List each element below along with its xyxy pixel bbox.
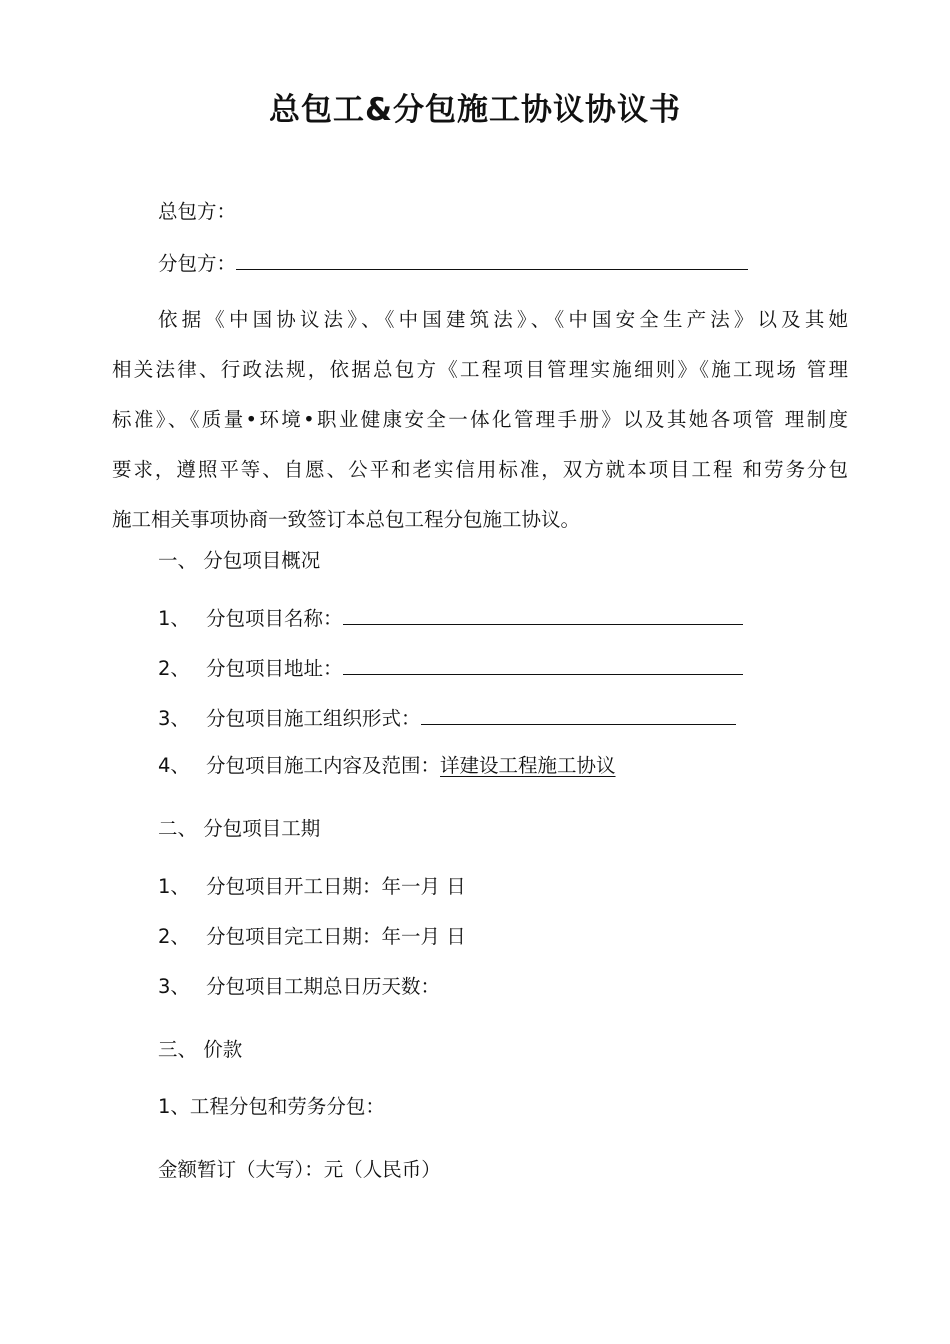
- subcontractor-label: 分包方：: [158, 252, 237, 275]
- item-label: 分包项目工期总日历天数：: [206, 975, 441, 998]
- item-label: 分包项目施工内容及范围：: [206, 754, 441, 777]
- item-label: 分包项目施工组织形式：: [206, 707, 421, 730]
- item-label: 分包项目开工日期：年一月 日: [206, 875, 466, 898]
- section1-item-name: [158, 602, 743, 634]
- project-address-blank[interactable]: [343, 652, 743, 675]
- item-number: 1、: [158, 607, 190, 630]
- intro-line: 相关法律、行政法规，依据总包方《工程项目管理实施细则》《施工现场 管理: [112, 358, 848, 381]
- general-contractor-label: 总包方：: [158, 200, 237, 223]
- intro-paragraph: [112, 295, 848, 545]
- item-number: 1、: [158, 875, 190, 898]
- intro-line: 标准》、《质量•环境•职业健康安全一体化管理手册》以及其她各项管 理制度: [112, 408, 848, 431]
- section3-amount: 金额暂订（大写）：元（人民币）: [158, 1158, 441, 1181]
- general-contractor-line: [158, 197, 236, 227]
- section1-item-scope: [158, 751, 616, 781]
- intro-line: 施工相关事项协商一致签订本总包工程分包施工协议。: [112, 508, 581, 531]
- item-label: 分包项目名称：: [206, 607, 343, 630]
- item-label: 分包项目完工日期：年一月 日: [206, 925, 466, 948]
- section3-heading: 三、 价款: [158, 1038, 243, 1061]
- subcontractor-blank[interactable]: [236, 247, 748, 270]
- section2-item-days: [158, 972, 440, 1002]
- intro-line: 要求，遵照平等、自愿、公平和老实信用标准，双方就本项目工程 和劳务分包: [112, 458, 848, 481]
- item-number: 2、: [158, 925, 190, 948]
- subcontractor-line: [158, 247, 748, 279]
- section1-heading: 一、 分包项目概况: [158, 549, 321, 572]
- document-title: 总包工&分包施工协议协议书: [268, 92, 682, 128]
- org-form-blank[interactable]: [421, 702, 736, 725]
- section3-item1: 1、工程分包和劳务分包：: [158, 1095, 385, 1118]
- intro-line: 依据《中国协议法》、《中国建筑法》、《中国安全生产法》以及其她: [158, 308, 848, 331]
- project-name-blank[interactable]: [343, 602, 743, 625]
- item-number: 4、: [158, 754, 190, 777]
- section2-heading: 二、 分包项目工期: [158, 817, 321, 840]
- item-number: 3、: [158, 707, 190, 730]
- section1-item-address: [158, 652, 743, 684]
- section1-item-org-form: [158, 702, 736, 734]
- item-number: 2、: [158, 657, 190, 680]
- item-label: 分包项目地址：: [206, 657, 343, 680]
- section2-item-start: [158, 872, 466, 902]
- scope-value: 详建设工程施工协议: [440, 754, 616, 777]
- section2-item-finish: [158, 922, 466, 952]
- item-number: 3、: [158, 975, 190, 998]
